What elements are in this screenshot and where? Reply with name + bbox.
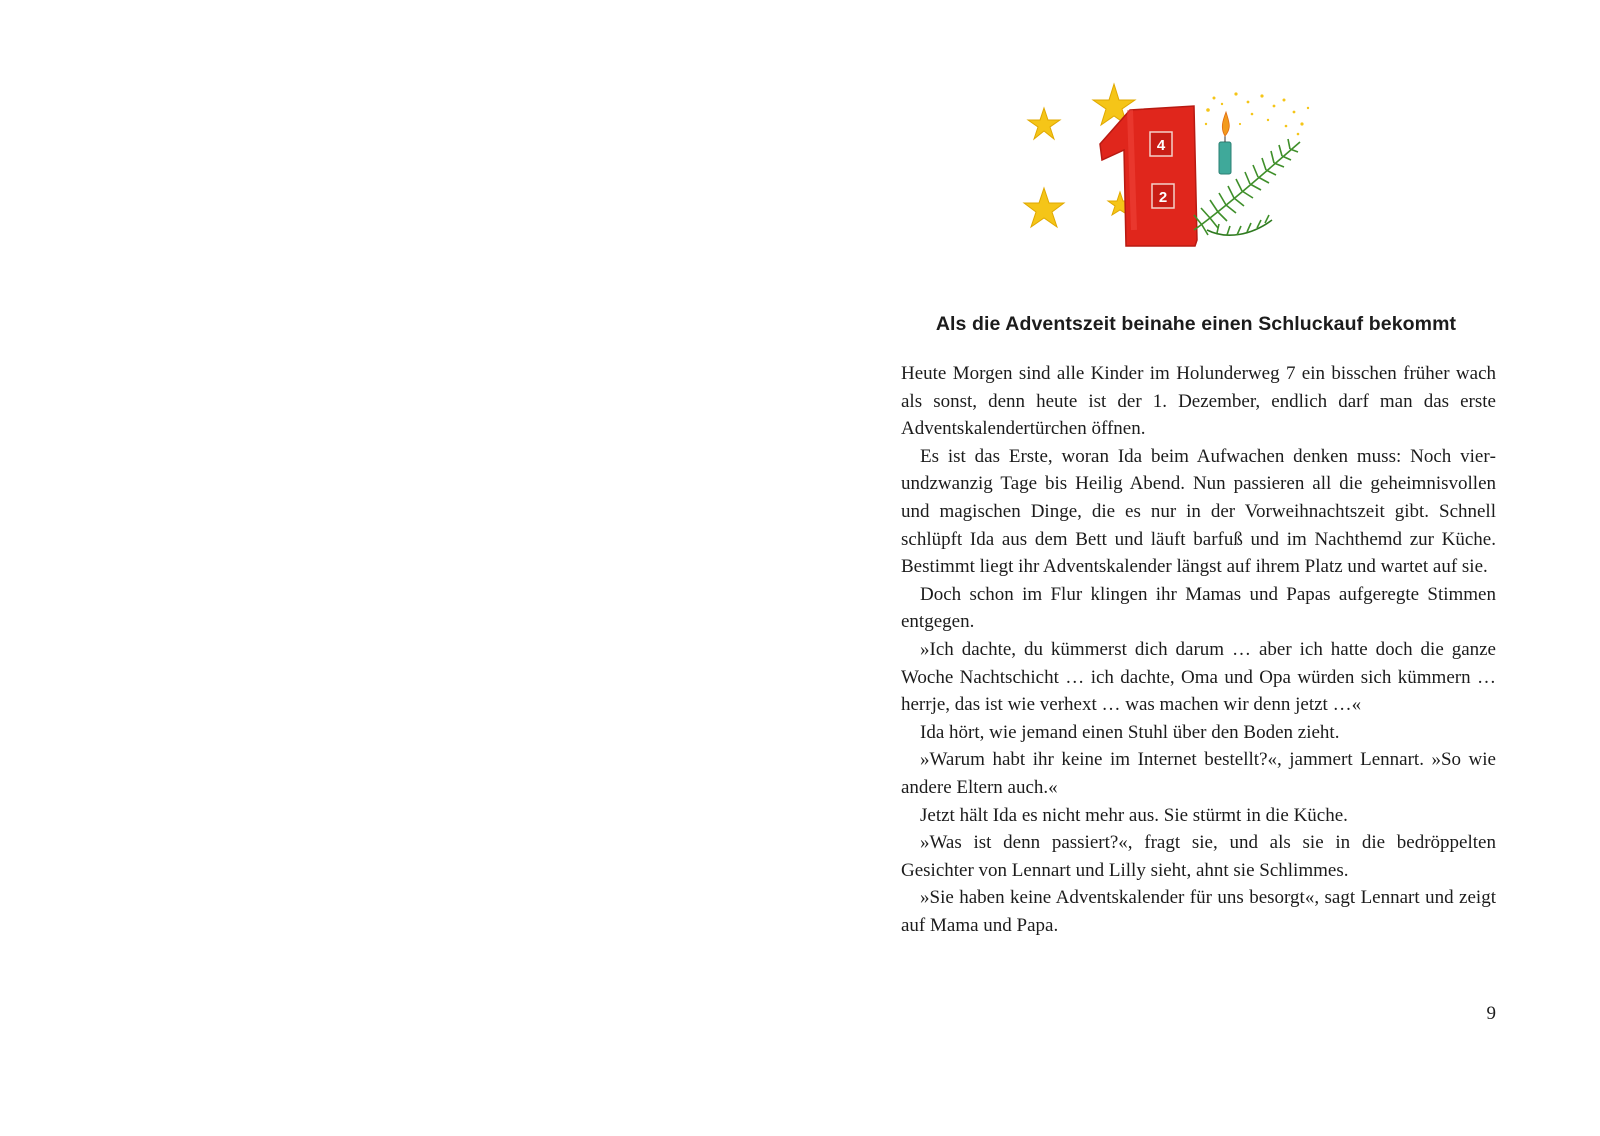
paragraph: Es ist das Erste, woran Ida beim Aufwachen denken muss: Noch vierundzwanzig Tage bis Heilig Abend. Nun passieren all die geheimnisvollen und magischen Dinge, die es nur in der Vorweihnachtszeit gibt. Schnell schlüpft Ida aus dem Bett und läuft barfuß und im Nachthemd zur Küche. Bestimmt liegt ihr Adventskalender längst auf ihrem Platz und wartet auf sie. — [901, 445, 1496, 578]
paragraph: »Warum habt ihr keine im Internet bestellt?«, jammert Lennart. »So wie andere Eltern auch.« — [901, 749, 1496, 798]
star-icon — [1028, 108, 1060, 139]
page-number: 9 — [1486, 1003, 1496, 1024]
paragraph: Jetzt hält Ida es nicht mehr aus. Sie stürmt in die Küche. — [920, 804, 1348, 826]
chapter-body-text — [901, 360, 1496, 939]
paragraph: Ida hört, wie jemand einen Stuhl über den Boden zieht. — [920, 721, 1340, 743]
paragraph: Heute Morgen sind alle Kinder im Holunderweg 7 ein bisschen früher wach als sonst, denn heute ist der 1. Dezember, endlich darf man das erste Adventskalendertürchen öffnen. — [901, 363, 1496, 440]
sparkles-icon — [1205, 92, 1309, 135]
paragraph: Doch schon im Flur klingen ihr Mamas und Papas aufgeregte Stimmen entgegen. — [901, 583, 1496, 633]
flame-icon — [1222, 112, 1229, 136]
candle-icon — [1219, 142, 1231, 174]
fir-branch-icon — [1194, 139, 1300, 235]
paragraph: »Ich dachte, du kümmerst dich darum … aber ich hatte doch die ganze Woche Nachtschicht … ich dachte, Oma und Opa würden sich kümmern … herrje, das ist wie verhext … was machen wir denn jetzt …« — [901, 638, 1496, 716]
paragraph: »Sie haben keine Adventskalender für uns besorgt«, sagt Lennart und zeigt auf Mama und Papa. — [901, 887, 1496, 936]
right-page — [800, 0, 1600, 1136]
numeral-one-shape — [1100, 106, 1197, 246]
star-icon — [1024, 188, 1064, 227]
chapter-one-illustration — [1022, 80, 1352, 260]
door-number-4: 4 — [1156, 137, 1166, 154]
door-number-2: 2 — [1158, 189, 1168, 206]
paragraph: »Was ist denn passiert?«, fragt sie, und als sie in die bedröppelten Gesichter von Lennart und Lilly sieht, ahnt sie Schlimmes. — [901, 832, 1496, 881]
chapter-title: Als die Adventszeit beinahe einen Schluckauf bekommt — [935, 313, 1457, 335]
